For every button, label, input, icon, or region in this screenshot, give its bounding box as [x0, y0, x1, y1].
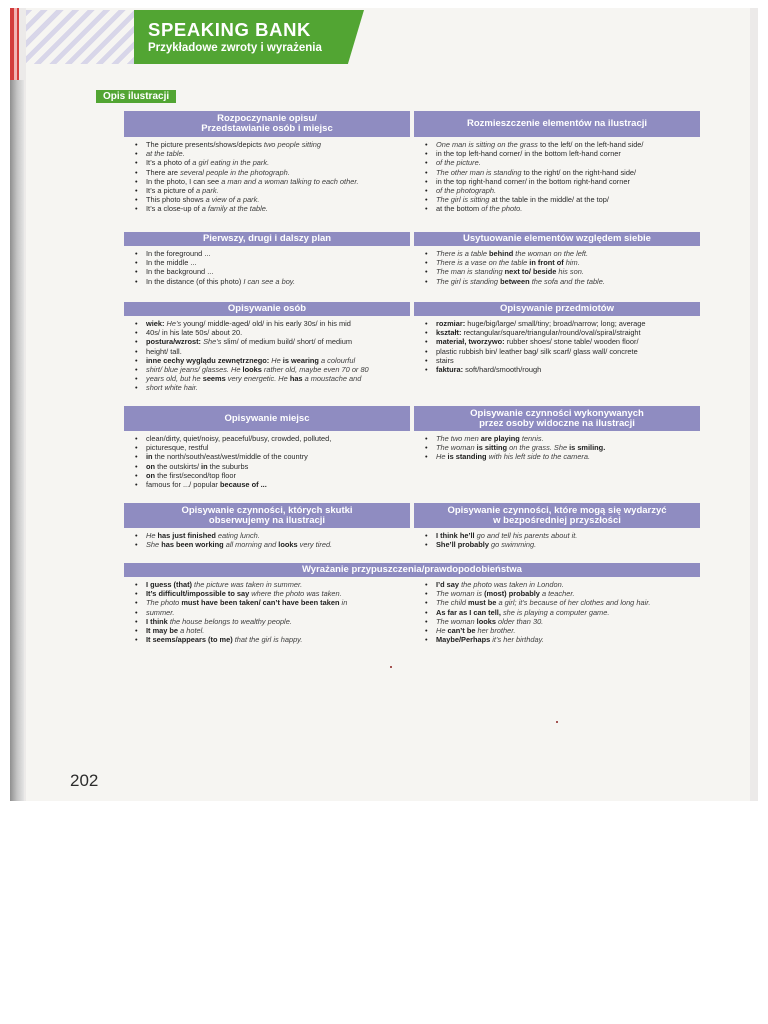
phrase-text: The woman — [436, 443, 477, 453]
phrase-text: In the foreground ... — [146, 249, 211, 258]
phrase-text: a family at the table. — [201, 204, 268, 214]
phrase-item — [134, 365, 410, 374]
phrase-text: There is a vase on the table — [436, 258, 530, 268]
phrase-text: The woman — [436, 616, 477, 626]
phrase-text: very tired. — [299, 540, 333, 550]
section-header — [124, 563, 700, 577]
phrase-text: tennis. — [521, 434, 544, 443]
phrase-text: He — [271, 355, 283, 365]
phrase-text: several people in the photograph. — [180, 167, 290, 177]
phrase-item — [134, 177, 410, 186]
phrase-text: It may be — [146, 626, 181, 636]
section-3-left — [124, 406, 410, 489]
phrase-item — [134, 168, 410, 177]
phrase-text: short white hair. — [146, 383, 198, 393]
phrase-text: years old, but he — [146, 374, 203, 384]
section-0-right — [414, 111, 700, 214]
phrase-item — [134, 383, 410, 392]
phrase-text: she is playing a computer game. — [502, 607, 610, 617]
phrase-text: the photo was taken in London. — [461, 580, 564, 589]
phrase-text: very energetic. He — [227, 374, 290, 384]
phrase-item — [134, 434, 410, 443]
phrase-text: has — [289, 374, 305, 384]
phrase-text: picturesque, restful — [146, 443, 209, 453]
phrase-text: In the distance (of this photo) — [146, 276, 244, 286]
section-2-right — [414, 302, 700, 374]
phrase-item — [134, 319, 410, 328]
phrase-text: the north/south/east/west/middle of the country — [154, 452, 308, 462]
phrase-text: The woman is — [436, 589, 485, 599]
phrase-item — [134, 531, 410, 540]
phrase-text: to the left/ on the left-hand side/ — [539, 140, 644, 149]
page-edge-tab-highlight — [14, 8, 17, 80]
phrase-item — [134, 158, 410, 167]
section-header-line: Opisywanie czynności, które mogą się wydarzyć — [447, 504, 667, 516]
phrase-text: the first/second/top floor — [157, 470, 236, 480]
phrase-text: the suburbs — [209, 461, 249, 471]
phrase-text: The child — [436, 598, 469, 608]
phrase-text: In the middle ... — [146, 258, 197, 268]
phrase-item — [134, 617, 410, 626]
phrase-text: that the girl is happy. — [234, 635, 303, 645]
phrase-item — [424, 617, 700, 626]
section-header — [414, 503, 700, 528]
phrase-text: of the photo. — [481, 204, 523, 214]
phrase-text: a colourful — [320, 355, 356, 365]
phrase-item — [134, 140, 410, 149]
phrase-text: Maybe/Perhaps — [436, 635, 493, 645]
phrase-text: There are — [146, 167, 181, 177]
phrase-text: in — [341, 598, 348, 608]
phrase-text: of the photograph. — [436, 186, 496, 196]
banner-title: SPEAKING BANK — [148, 19, 312, 40]
phrase-text: summer. — [146, 607, 175, 617]
phrase-text: go and tell his parents about it. — [476, 531, 578, 540]
phrase-item — [424, 267, 700, 276]
phrase-text: faktura: — [436, 365, 466, 375]
phrase-text: all morning and — [225, 540, 279, 550]
phrase-item — [134, 267, 410, 276]
phrase-text: her brother. — [477, 626, 516, 636]
phrase-item — [424, 195, 700, 204]
phrase-item — [134, 258, 410, 267]
phrase-text: is sitting — [476, 443, 510, 453]
phrase-text: wiek: — [146, 319, 167, 328]
phrase-item — [424, 319, 700, 328]
section-header-line: Opisywanie miejsc — [224, 412, 310, 424]
phrase-text: This photo shows — [146, 195, 206, 205]
section-5-left — [124, 577, 410, 644]
phrase-text: at the table. — [146, 149, 185, 159]
phrase-list — [414, 319, 700, 374]
phrase-item — [134, 443, 410, 452]
section-header — [124, 111, 410, 137]
phrase-item — [424, 608, 700, 617]
phrase-text: can’t be — [447, 626, 478, 636]
phrase-item — [134, 462, 410, 471]
phrase-text: In the photo, I can see — [146, 176, 222, 186]
phrase-text: The picture presents/shows/depicts — [146, 140, 264, 149]
phrase-text: The two men — [436, 434, 481, 443]
phrase-text: I think he’ll — [436, 531, 477, 540]
section-header — [414, 111, 700, 137]
phrase-text: is smiling. — [569, 443, 606, 453]
phrase-list — [414, 531, 700, 549]
phrase-text: rather old, maybe even 70 or 80 — [263, 365, 369, 375]
phrase-item — [424, 365, 700, 374]
phrase-item — [134, 328, 410, 337]
section-header-line: Wyrażanie przypuszczenia/prawdopodobieństwa — [302, 564, 522, 575]
speck — [556, 721, 558, 723]
phrase-text: The photo — [146, 598, 182, 608]
phrase-text: clean/dirty, quiet/noisy, peaceful/busy, crowded, polluted, — [146, 434, 332, 443]
phrase-list — [124, 531, 410, 549]
section-header-line: Rozmieszczenie elementów na ilustracji — [466, 118, 648, 129]
phrase-item — [134, 249, 410, 258]
phrase-item — [424, 347, 700, 356]
section-header-line: obserwujemy na ilustracji — [208, 514, 326, 526]
phrase-text: the picture was taken in summer. — [194, 580, 303, 589]
section-header — [124, 232, 410, 246]
speck — [390, 666, 392, 668]
phrase-list — [414, 249, 700, 286]
phrase-text: eating lunch. — [217, 531, 260, 540]
phrase-text: famous for .../ popular — [146, 480, 220, 490]
phrase-text: I can see a boy. — [243, 276, 296, 286]
section-header-line: Opisywanie osób — [227, 303, 307, 314]
phrase-item — [424, 328, 700, 337]
phrase-text: in the top left-hand corner/ in the bottom left-hand corner — [436, 149, 621, 159]
phrase-text: behind — [489, 249, 516, 258]
phrase-text: of the picture. — [436, 158, 481, 168]
phrase-item — [424, 186, 700, 195]
phrase-text: He’s — [166, 319, 184, 328]
phrase-text: looks — [476, 616, 499, 626]
phrase-text: the sofa and the table. — [531, 276, 605, 286]
phrase-text: 40s/ in his late 50s/ about 20. — [146, 328, 243, 338]
phrase-text: The man is standing — [436, 267, 505, 277]
section-5 — [124, 563, 700, 645]
phrase-item — [424, 443, 700, 452]
phrase-text: his son. — [558, 267, 584, 277]
phrase-text: kształt: — [436, 328, 464, 338]
phrase-text: a view of a park. — [205, 195, 260, 205]
phrase-item — [424, 158, 700, 167]
phrase-text: It’s a photo of — [146, 158, 193, 168]
phrase-text: a girl eating in the park. — [192, 158, 270, 168]
phrase-list — [124, 249, 410, 286]
phrase-text: a man and a woman talking to each other. — [221, 176, 359, 186]
phrase-text: the outskirts/ — [157, 461, 202, 471]
phrase-list — [124, 434, 410, 489]
phrase-item — [134, 480, 410, 489]
phrase-text: must be — [468, 598, 499, 608]
phrase-item — [134, 598, 410, 607]
phrase-text: a teacher. — [541, 589, 575, 599]
phrase-text: him. — [565, 258, 580, 268]
phrase-item — [134, 204, 410, 213]
phrase-item — [424, 337, 700, 346]
section-3-right — [414, 406, 700, 462]
phrase-text: in the top right-hand corner/ in the bottom right-hand corner — [436, 176, 630, 186]
phrase-text: inne cechy wyglądu zewnętrznego: — [146, 355, 272, 365]
phrase-text: stairs — [436, 355, 454, 365]
phrase-text: She — [146, 540, 162, 550]
phrase-text: materiał, tworzywo: — [436, 337, 507, 347]
phrase-text: two people sitting — [263, 140, 322, 149]
phrase-text: seems — [202, 374, 228, 384]
phrase-item — [424, 249, 700, 258]
phrase-text: must have been taken/ can’t have been taken — [181, 598, 342, 608]
section-header — [124, 406, 410, 431]
phrase-list — [124, 580, 410, 644]
phrase-item — [424, 356, 700, 365]
phrase-list — [414, 434, 700, 462]
phrase-text: In the background ... — [146, 267, 214, 277]
phrase-item — [134, 540, 410, 549]
phrase-text: in front of — [529, 258, 566, 268]
phrase-text: in — [201, 461, 210, 471]
phrase-list — [414, 580, 700, 644]
section-header — [414, 406, 700, 431]
phrase-text: The other man is standing — [436, 167, 524, 177]
section-header — [414, 302, 700, 316]
phrase-text: postura/wzrost: — [146, 337, 204, 347]
phrase-item — [134, 608, 410, 617]
phrase-item — [134, 452, 410, 461]
phrase-text: She’s — [203, 337, 224, 347]
section-0-left — [124, 111, 410, 214]
phrase-list — [414, 140, 700, 214]
phrase-text: looks — [242, 365, 264, 375]
phrase-item — [424, 626, 700, 635]
section-header-line: Pierwszy, drugi i dalszy plan — [202, 233, 332, 244]
phrase-text: rectangular/square/triangular/round/oval/spiral/straight — [463, 328, 641, 338]
section-header — [124, 503, 410, 528]
phrase-list — [124, 319, 410, 393]
phrase-item — [134, 356, 410, 365]
phrase-item — [424, 149, 700, 158]
phrase-text: It’s difficult/impossible to say — [146, 589, 252, 599]
phrase-text: a park. — [195, 186, 219, 196]
phrase-text: huge/big/large/ small/tiny; broad/narrow; long; average — [467, 319, 646, 328]
phrase-item — [134, 374, 410, 383]
phrase-item — [424, 598, 700, 607]
phrase-item — [424, 589, 700, 598]
phrase-text: The girl is sitting — [436, 195, 492, 205]
phrase-item — [134, 186, 410, 195]
section-header — [124, 302, 410, 316]
phrase-text: between — [500, 276, 532, 286]
phrase-text: is wearing — [282, 355, 321, 365]
phrase-text: the woman on the left. — [515, 249, 589, 258]
phrase-item — [424, 140, 700, 149]
phrase-item — [424, 204, 700, 213]
phrase-text: go swimming. — [491, 540, 537, 550]
phrase-item — [424, 434, 700, 443]
phrase-text: It’s a picture of — [146, 186, 196, 196]
phrase-item — [424, 177, 700, 186]
section-1-left — [124, 232, 410, 286]
section-5-right — [414, 577, 700, 644]
phrase-list — [124, 140, 410, 214]
phrase-item — [134, 589, 410, 598]
phrase-text: in — [146, 452, 155, 462]
phrase-item — [134, 580, 410, 589]
phrase-item — [134, 626, 410, 635]
section-header-line: Opisywanie czynności wykonywanych — [470, 407, 644, 419]
phrase-text: on — [146, 470, 158, 480]
phrase-text: The girl is standing — [436, 276, 501, 286]
phrase-item — [424, 531, 700, 540]
phrase-text: a hotel. — [180, 626, 205, 636]
section-header-line: Rozpoczynanie opisu/ — [217, 113, 317, 124]
phrase-text: rozmiar: — [436, 319, 468, 328]
phrase-item — [134, 337, 410, 346]
section-4-left — [124, 503, 410, 549]
phrase-text: She’ll probably — [436, 540, 492, 550]
section-header-line: w bezpośredniej przyszłości — [493, 514, 621, 526]
phrase-text: the house belongs to wealthy people. — [169, 616, 292, 626]
section-header-line: Opisywanie czynności, których skutki — [181, 504, 353, 516]
phrase-text: I think — [146, 616, 170, 626]
phrase-item — [424, 452, 700, 461]
phrase-text: plastic rubbish bin/ leather bag/ silk scarf/ glass wall/ concrete — [436, 346, 638, 356]
phrase-item — [424, 540, 700, 549]
phrase-text: has been working — [161, 540, 226, 550]
phrase-text: shirt/ blue jeans/ glasses. He — [146, 365, 243, 375]
phrase-item — [424, 635, 700, 644]
section-label: Opis ilustracji — [96, 90, 176, 103]
section-header-line: Usytuowanie elementów względem siebie — [463, 233, 651, 244]
section-header-line: przez osoby widoczne na ilustracji — [479, 417, 635, 429]
phrase-text: because of ... — [219, 480, 267, 490]
section-header — [414, 232, 700, 246]
phrase-text: (most) probably — [484, 589, 542, 599]
phrase-item — [424, 580, 700, 589]
section-header-line: Przedstawianie osób i miejsc — [201, 123, 333, 134]
phrase-item — [134, 195, 410, 204]
phrase-item — [424, 277, 700, 286]
phrase-text: it’s her birthday. — [492, 635, 544, 645]
section-4-right — [414, 503, 700, 549]
phrase-text: rubber shoes/ stone table/ wooden floor/ — [506, 337, 639, 347]
phrase-text: on — [146, 461, 158, 471]
phrase-text: He — [436, 626, 448, 636]
phrase-text: on the grass. She — [509, 443, 570, 453]
page-number: 202 — [70, 771, 99, 790]
phrase-text: I’d say — [436, 580, 462, 589]
section-header-line: Opisywanie przedmiotów — [499, 303, 615, 314]
phrase-text: at the bottom — [436, 204, 482, 214]
phrase-item — [424, 168, 700, 177]
phrase-text: a moustache and — [304, 374, 362, 384]
phrase-text: It’s a close-up of — [146, 204, 202, 214]
phrase-item — [134, 347, 410, 356]
phrase-text: young/ middle-aged/ old/ in his early 30s/ in his mid — [183, 319, 351, 328]
phrase-text: height/ tall. — [146, 346, 182, 356]
phrase-text: to the right/ on the right-hand side/ — [523, 167, 637, 177]
phrase-text: is standing — [447, 452, 489, 462]
phrase-text: I guess (that) — [146, 580, 195, 589]
banner-subtitle: Przykładowe zwroty i wyrażenia — [148, 42, 322, 54]
phrase-text: One man is sitting on the grass — [436, 140, 540, 149]
phrase-item — [134, 635, 410, 644]
section-1-right — [414, 232, 700, 286]
phrase-text: As far as I can tell, — [436, 607, 503, 617]
phrase-item — [424, 258, 700, 267]
phrase-text: looks — [278, 540, 300, 550]
phrase-item — [134, 471, 410, 480]
phrase-text: has just finished — [157, 531, 218, 540]
phrase-text: at the table in the middle/ at the top/ — [491, 195, 609, 205]
phrase-text: He — [436, 452, 448, 462]
phrase-text: It seems/appears (to me) — [146, 635, 235, 645]
phrase-text: He — [146, 531, 158, 540]
phrase-text: soft/hard/smooth/rough — [465, 365, 542, 375]
page-edge-shadow — [10, 80, 24, 801]
phrase-text: next to/ beside — [504, 267, 559, 277]
phrase-text: a girl; it’s because of her clothes and long hair. — [498, 598, 651, 608]
phrase-text: slim/ of medium build/ short/ of medium — [223, 337, 353, 347]
phrase-text: are playing — [480, 434, 522, 443]
phrase-text: There is a table — [436, 249, 489, 258]
phrase-text: older than 30. — [498, 616, 544, 626]
phrase-text: where the photo was taken. — [251, 589, 342, 599]
banner-stripes — [26, 10, 134, 64]
section-2-left — [124, 302, 410, 393]
phrase-item — [134, 149, 410, 158]
phrase-text: with his left side to the camera. — [488, 452, 591, 462]
phrase-item — [134, 277, 410, 286]
